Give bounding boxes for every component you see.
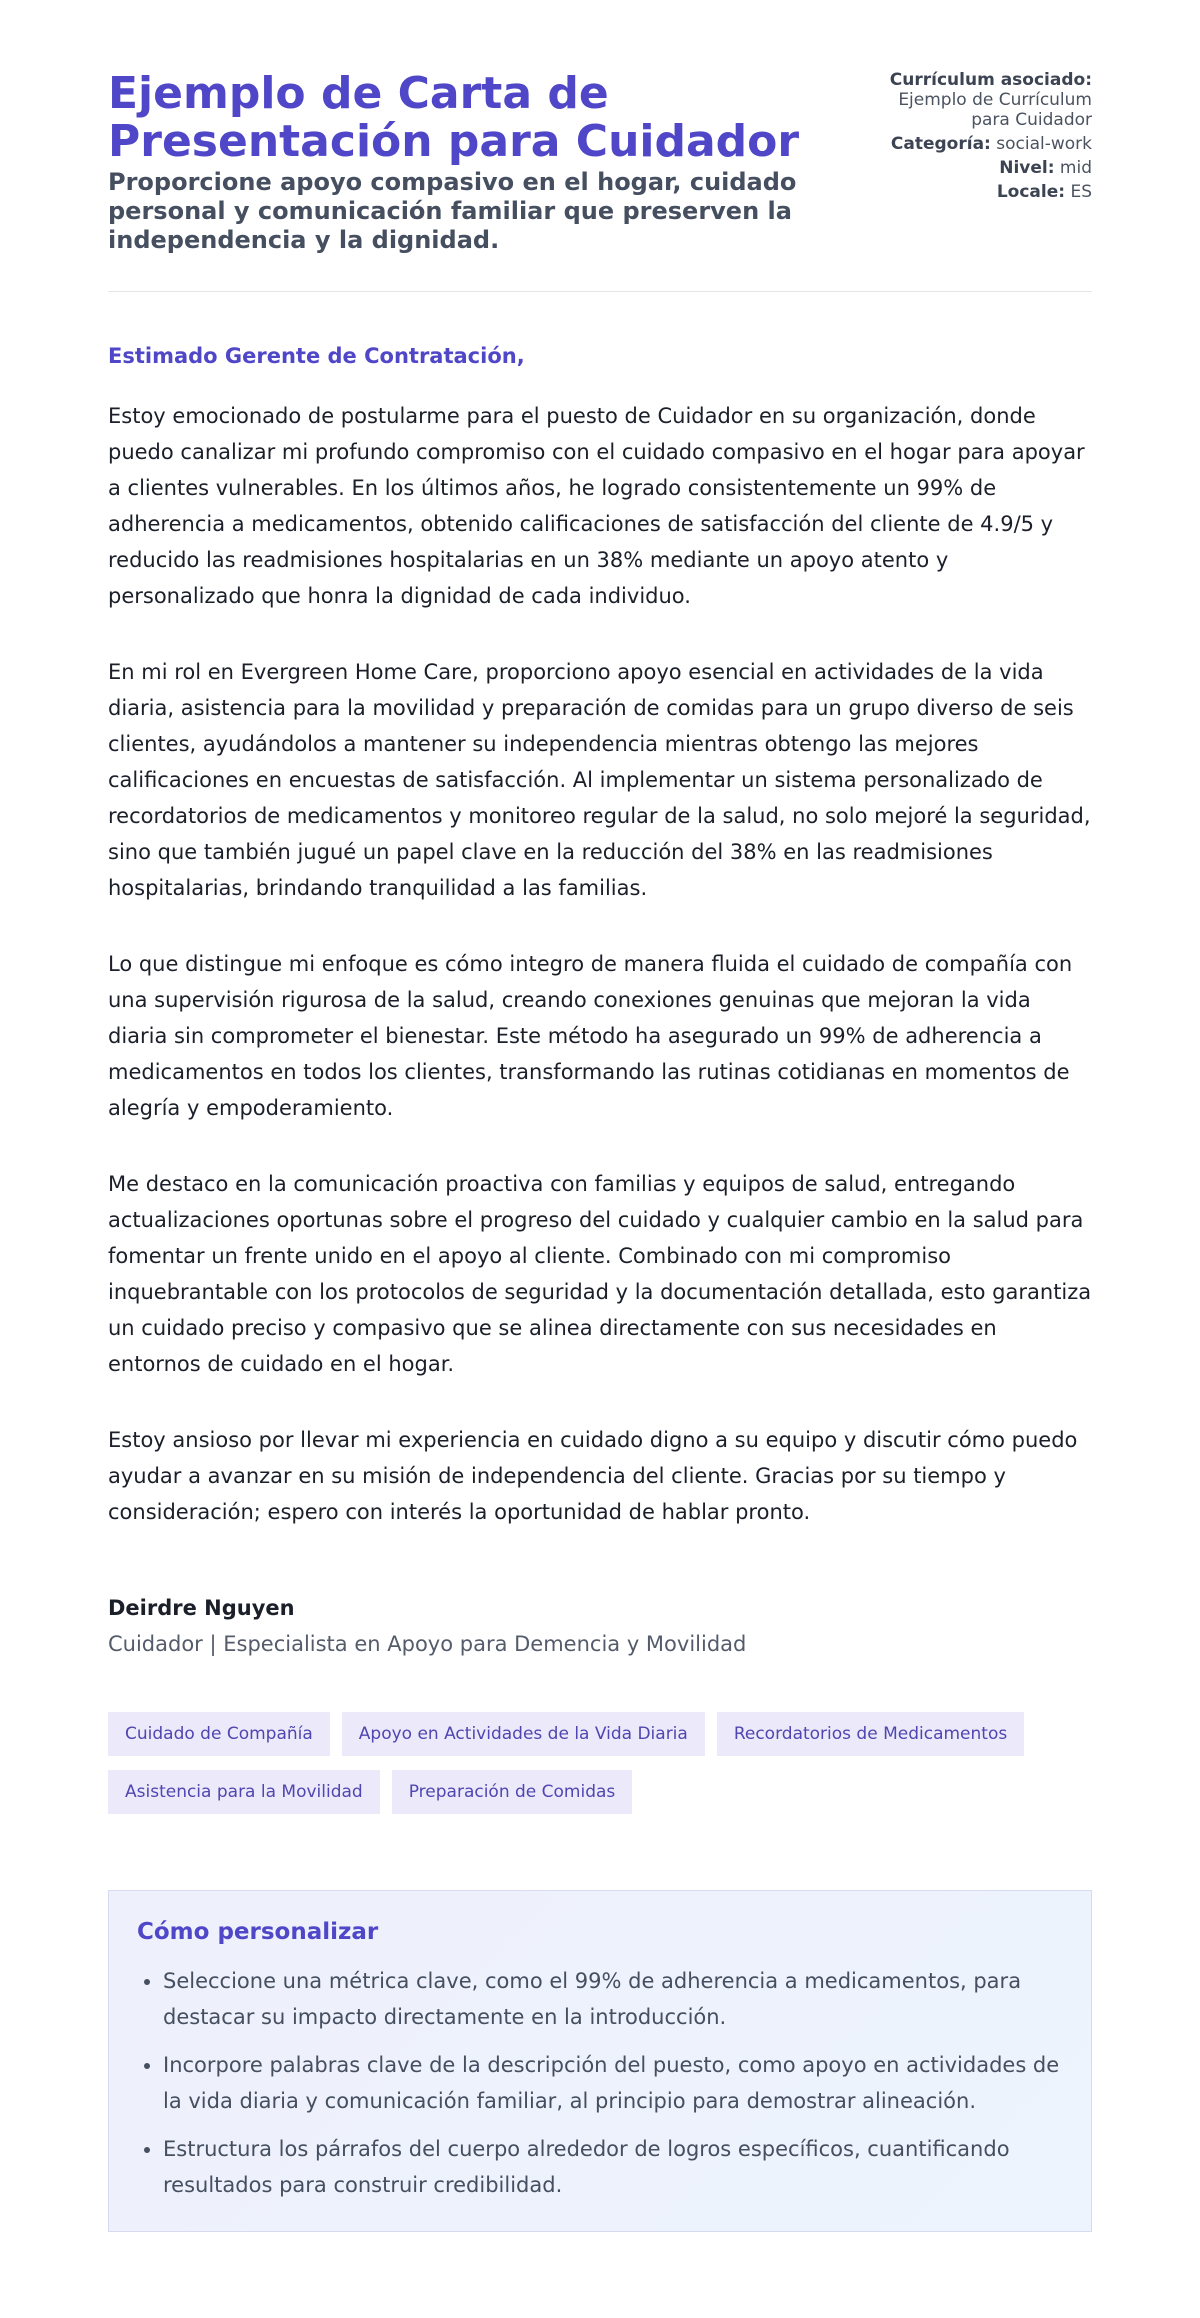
tip-item: • Seleccione una métrica clave, como el 99% de adherencia a medicamentos, para destacar su impacto directamente en la introducción.	[163, 1963, 1063, 2035]
skill-tags	[108, 1712, 1092, 1814]
page-header	[108, 70, 1092, 255]
letter-body	[108, 344, 1092, 1530]
meta-locale	[862, 182, 1092, 202]
letter-paragraph: Estoy emocionado de postularme para el puesto de Cuidador en su organización, donde puedo canalizar mi profundo compromiso con el cuidado compasivo en el hogar para apoyar a clientes vulnerables. En los últimos años, he logrado consistentemente un 99% de adherencia a medicamentos, obtenido calificaciones de satisfacción del cliente de 4.9/5 y reducido las readmisiones hospitalarias en un 38% mediante un apoyo atento y personalizado que honra la dignidad de cada individuo.	[108, 404, 1085, 608]
meta-resume-label: Currículum asociado:	[889, 70, 1092, 90]
skill-tag: Recordatorios de Medicamentos	[717, 1712, 1024, 1756]
meta-level-value: mid	[1059, 158, 1092, 178]
letter-paragraph: En mi rol en Evergreen Home Care, proporciono apoyo esencial en actividades de la vida diaria, asistencia para la movilidad y preparación de comidas para un grupo diverso de seis clientes, ayudándolos a mantener su independencia mientras obtengo las mejores calificaciones en encuestas de satisfacción. Al implementar un sistema personalizado de recordatorios de medicamentos y monitoreo regular de la salud, no solo mejoré la seguridad, sino que también jugué un papel clave en la reducción del 38% en las readmisiones hospitalarias, brindando tranquilidad a las familias.	[108, 660, 1091, 900]
header-titles	[108, 70, 848, 255]
tips-list	[137, 1963, 1063, 2203]
meta-level	[862, 158, 1092, 178]
page-subtitle: Proporcione apoyo compasivo en el hogar, cuidado personal y comunicación familiar que preserven la independencia y la dignidad.	[108, 168, 797, 254]
meta-locale-label: Locale:	[996, 182, 1066, 202]
meta-category-label: Categoría:	[890, 134, 991, 154]
skill-tag: Cuidado de Compañía	[108, 1712, 330, 1756]
page-title: Ejemplo de Carta de Presentación para Cuidador	[108, 68, 800, 167]
meta-panel	[862, 70, 1092, 206]
signature-role: Cuidador | Especialista en Apoyo para Demencia y Movilidad	[108, 1632, 747, 1656]
tip-item: • Incorpore palabras clave de la descripción del puesto, como apoyo en actividades de la vida diaria y comunicación familiar, al principio para demostrar alineación.	[163, 2047, 1063, 2119]
letter-paragraph: Lo que distingue mi enfoque es cómo integro de manera fluida el cuidado de compañía con una supervisión rigurosa de la salud, creando conexiones genuinas que mejoran la vida diaria sin comprometer el bienestar. Este método ha asegurado un 99% de adherencia a medicamentos en todos los clientes, transformando las rutinas cotidianas en momentos de alegría y empoderamiento.	[108, 952, 1073, 1120]
header-divider	[108, 291, 1092, 292]
meta-category-value: social-work	[996, 134, 1092, 154]
skill-tag: Asistencia para la Movilidad	[108, 1770, 380, 1814]
skill-tag: Preparación de Comidas	[392, 1770, 633, 1814]
customization-tips-box	[108, 1890, 1092, 2232]
tip-item: • Estructura los párrafos del cuerpo alrededor de logros específicos, cuantificando resultados para construir credibilidad.	[163, 2131, 1063, 2203]
meta-locale-value: ES	[1070, 182, 1092, 202]
meta-category	[862, 134, 1092, 154]
meta-resume	[862, 70, 1092, 130]
letter-paragraph: Me destaco en la comunicación proactiva con familias y equipos de salud, entregando actualizaciones oportunas sobre el progreso del cuidado y cualquier cambio en la salud para fomentar un frente unido en el apoyo al cliente. Combinado con mi compromiso inquebrantable con los protocolos de seguridad y la documentación detallada, esto garantiza un cuidado preciso y compasivo que se alinea directamente con sus necesidades en entornos de cuidado en el hogar.	[108, 1172, 1092, 1376]
skill-tag: Apoyo en Actividades de la Vida Diaria	[342, 1712, 705, 1756]
signature-name: Deirdre Nguyen	[108, 1596, 295, 1620]
meta-resume-link[interactable]: Ejemplo de Currículum para Cuidador	[898, 90, 1092, 130]
signature-block	[108, 1596, 1092, 1656]
letter-greeting: Estimado Gerente de Contratación,	[108, 344, 525, 368]
letter-paragraph: Estoy ansioso por llevar mi experiencia en cuidado digno a su equipo y discutir cómo puedo ayudar a avanzar en su misión de independencia del cliente. Gracias por su tiempo y consideración; espero con interés la oportunidad de hablar pronto.	[108, 1428, 1078, 1524]
meta-level-label: Nivel:	[999, 158, 1055, 178]
tips-title: Cómo personalizar	[137, 1919, 379, 1945]
